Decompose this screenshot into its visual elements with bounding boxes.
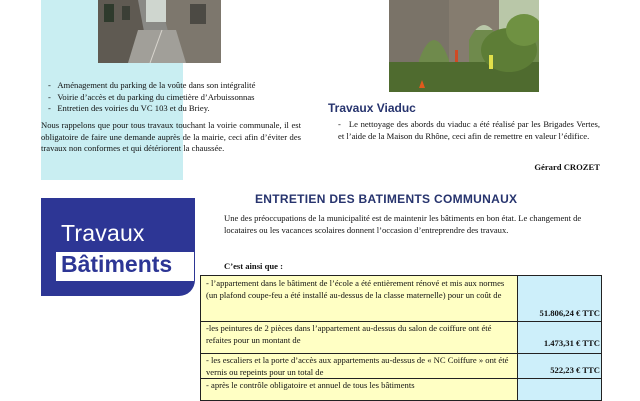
table-row-text: - après le contrôle obligatoire et annuel de tous les bâtiments [206, 380, 415, 390]
cest-ainsi-label: C’est ainsi que : [224, 261, 283, 271]
voirie-reminder-paragraph: Nous rappelons que pour tous travaux touchant la voirie communale, il est obligatoire de faire une demande auprès de la mairie, ceci afin d’éviter des travaux non conformes et qui détériorent la chaussée. [41, 120, 301, 153]
logo-text-batiments: Bâtiments [61, 251, 173, 277]
table-row-divider [201, 353, 601, 354]
table-row-text: -les peintures de 2 pièces dans l’appartement au-dessus du salon de coiffure ont été refaites pour un montant de [206, 323, 492, 345]
list-item: - Voirie d’accès et du parking du cimetière d’Arbuissonnas [48, 91, 255, 102]
table-row-amount: 522,23 € TTC [550, 365, 600, 375]
logo-text-travaux: Travaux [61, 220, 145, 246]
viaduct-photo [389, 0, 539, 92]
viaduc-heading: Travaux Viaduc [328, 101, 416, 115]
table-row-amount: 1.473,31 € TTC [543, 338, 600, 348]
travaux-batiments-logo [41, 198, 195, 296]
author-signature: Gérard CROZET [534, 162, 600, 172]
table-row-amount: 51.806,24 € TTC [539, 308, 600, 318]
table-row-divider [201, 321, 601, 322]
viaduc-paragraph: - Le nettoyage des abords du viaduc a été réalisé par les Brigades Vertes, et l’aide de la Maison du Rhône, ceci afin de remettre en valeur l’édifice. [338, 119, 600, 141]
voirie-bullet-list [48, 80, 328, 115]
table-row-text: - l’appartement dans le bâtiment de l’école a été entièrement rénové et mis aux normes (un plafond coupe-feu a été installé au-dessus de la classe maternelle) pour un coût de [206, 278, 505, 300]
street-photo [98, 0, 221, 63]
list-item: - Aménagement du parking de la voûte dans son intégralité [48, 80, 256, 90]
table-row-divider [201, 378, 601, 379]
list-item: - Entretien des voiries du VC 103 et du Briey. [48, 103, 210, 113]
section-intro-paragraph: Une des préoccupations de la municipalité est de maintenir les bâtiments en bon état. Le changement de locataires ou les vacances scolaires donnent l’occasion d’entreprendre des travaux. [224, 213, 582, 235]
table-row-text: - les escaliers et la porte d’accès aux appartements au-dessus de « NC Coiffure » ont été vernis ou repeints pour un total de [206, 355, 509, 377]
section-heading: ENTRETIEN DES BATIMENTS COMMUNAUX [255, 192, 518, 206]
